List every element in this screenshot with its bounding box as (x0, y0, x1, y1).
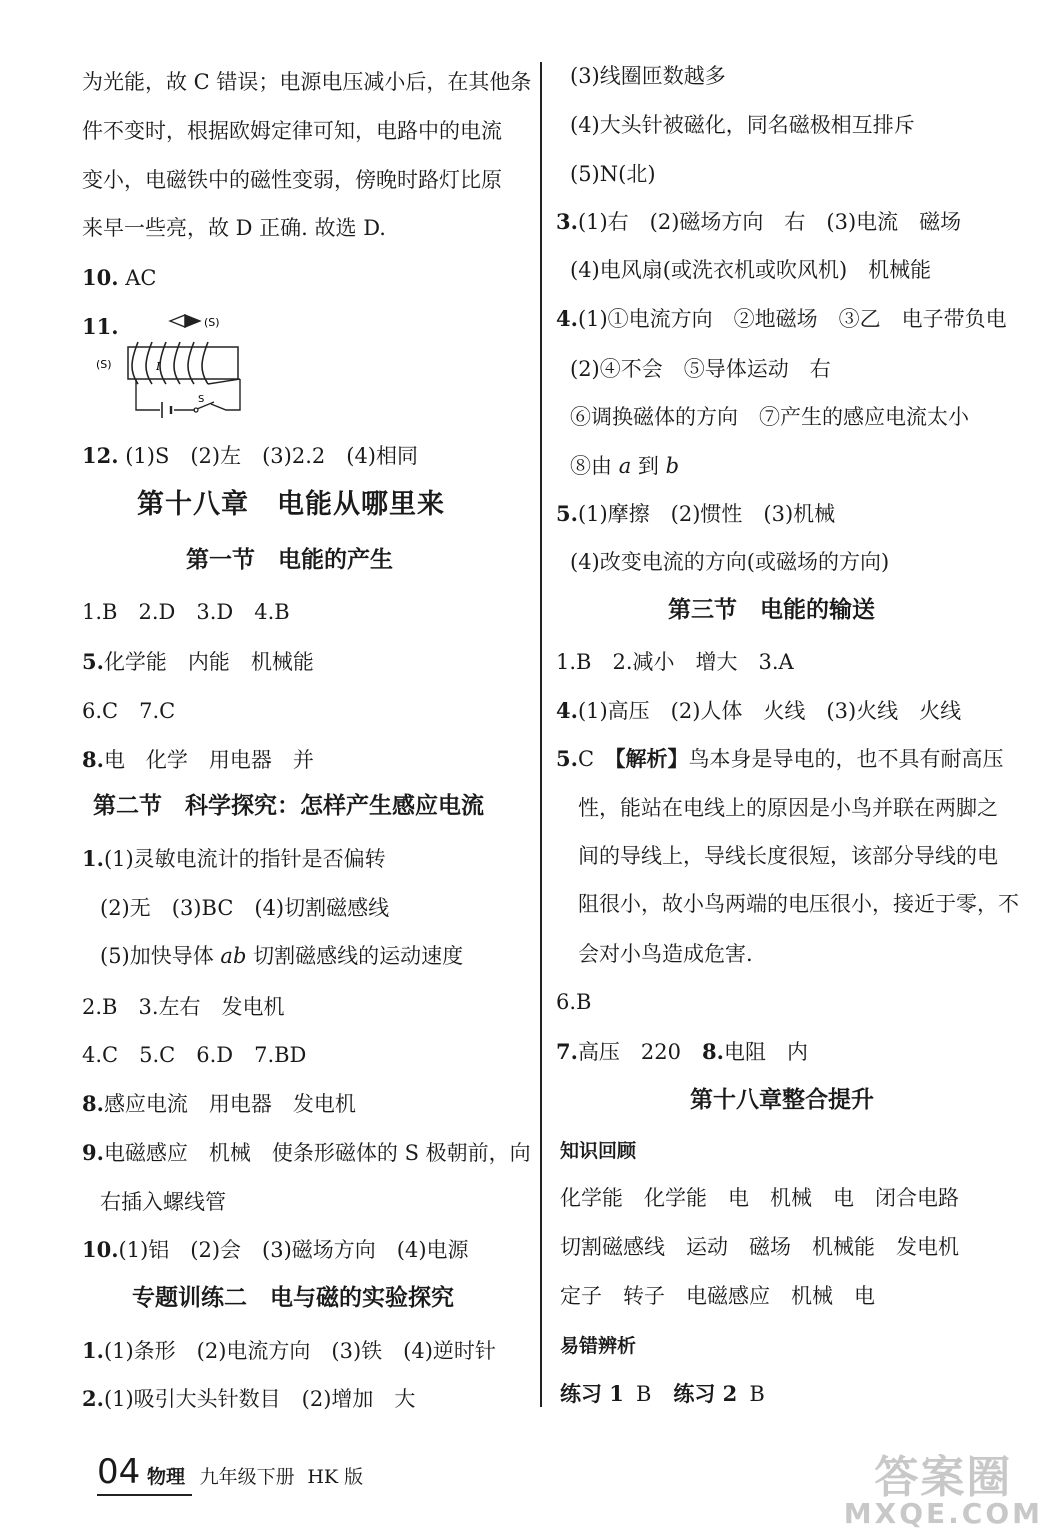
coil-end-label: (S) (96, 358, 112, 371)
q9-continuation-line-3: 变小，电磁铁中的磁性变弱，傍晚时路灯比原 (82, 168, 502, 192)
topic-q4-d (570, 452, 679, 480)
question-number: 1. (82, 846, 104, 871)
section-1-line-4 (82, 746, 314, 774)
section-2-q9-b: 右插入螺线管 (100, 1190, 226, 1214)
topic-q3 (556, 208, 961, 236)
answer-text: 电阻 内 (723, 1040, 808, 1064)
question-number: 3. (556, 209, 578, 234)
topic-q4-b: (2)④不会 ⑤导体运动 右 (570, 357, 831, 381)
section-1-line-3: 6.C 7.C (82, 699, 176, 723)
section-1-line-2 (82, 648, 314, 676)
answer-choice: C (577, 747, 595, 771)
current-label: I (156, 360, 161, 373)
section-2-q1-b: (2)无 (3)BC (4)切割磁感线 (100, 896, 390, 920)
topic-q2-part4: (4)大头针被磁化，同名磁极相互排斥 (570, 113, 915, 137)
q9-continuation-line-2: 件不变时，根据欧姆定律可知，电路中的电流 (82, 119, 502, 143)
section-2-q10 (82, 1236, 469, 1264)
text: ⑧由 (570, 454, 619, 478)
question-number: 8. (82, 747, 104, 772)
switch-label: S (198, 394, 205, 405)
question-number: 12. (82, 443, 119, 468)
chapter-title: 第十八章 电能从哪里来 (137, 489, 445, 520)
topic-q4 (556, 305, 1007, 333)
section-2-q4: 4.C 5.C 6.D 7.BD (82, 1043, 307, 1067)
section-3-line-1: 1.B 2.减小 增大 3.A (556, 650, 794, 674)
topic-q1 (82, 1337, 496, 1365)
section-1-title: 第一节 电能的产生 (186, 546, 393, 573)
topic-q2-part5: (5)N(北) (570, 162, 656, 186)
question-number: 8. (82, 1091, 104, 1116)
question-number: 10. (82, 265, 119, 290)
knowledge-review-title: 知识回顾 (560, 1140, 637, 1162)
q9-continuation-line-1: 为光能，故 C 错误；电源电压减小后，在其他条 (82, 70, 532, 94)
footer-underline (97, 1494, 192, 1496)
section-3-line-2 (556, 697, 961, 725)
answer-text: 化学能 内能 机械能 (103, 650, 314, 674)
exercise-answer: B (635, 1382, 652, 1406)
analysis-text: 鸟本身是导电的，也不具有耐高压 (688, 747, 1004, 771)
section-3-line-9 (556, 1038, 808, 1066)
text: (5)加快导体 (100, 944, 221, 968)
topic-training-title: 专题训练二 电与磁的实验探究 (132, 1284, 454, 1311)
answer-text: 电磁感应 机械 使条形磁体的 S 极朝前，向 (103, 1141, 531, 1165)
question-number: 9. (82, 1140, 104, 1165)
section-3-line-6: 阻很小，故小鸟两端的电压很小，接近于零，不 (578, 892, 1019, 916)
answer-text: (1)条形 (2)电流方向 (3)铁 (4)逆时针 (103, 1339, 496, 1363)
answer-text: (1)灵敏电流计的指针是否偏转 (103, 847, 386, 871)
section-3-line-4: 性，能站在电线上的原因是小鸟并联在两脚之 (578, 796, 998, 820)
exercise-answer: B (749, 1382, 765, 1406)
italic-var: a (618, 454, 632, 478)
question-number: 7. (556, 1039, 578, 1064)
topic-q3-b: (4)电风扇(或洗衣机或吹风机) 机械能 (570, 258, 932, 282)
column-divider (540, 62, 542, 1407)
watermark-text: 答案圈 (874, 1452, 1013, 1503)
text: 切割磁感线的运动速度 (246, 944, 464, 968)
question-number: 2. (82, 1386, 104, 1411)
answer-text: (1)①电流方向 ②地磁场 ③乙 电子带负电 (577, 307, 1007, 331)
answer-text: (1)S (2)左 (3)2.2 (4)相同 (125, 444, 419, 468)
needle-label: (S) (204, 316, 220, 329)
chapter-summary-title: 第十八章整合提升 (690, 1086, 874, 1113)
footer-grade: 九年级下册 (199, 1466, 295, 1488)
answer-text: (1)摩擦 (2)惯性 (3)机械 (577, 502, 836, 526)
question-number: 5. (82, 649, 104, 674)
question-number: 10. (82, 1237, 119, 1262)
page-footer (97, 1452, 364, 1492)
q9-continuation-line-4: 来早一些亮，故 D 正确. 故选 D. (82, 216, 386, 240)
exercise-label: 练习 2 (673, 1381, 738, 1406)
topic-q5-b: (4)改变电流的方向(或磁场的方向) (570, 550, 890, 574)
topic-q2 (82, 1385, 415, 1413)
section-1-line-1: 1.B 2.D 3.D 4.B (82, 600, 290, 624)
knowledge-review-line-3: 定子 转子 电磁感应 机械 电 (560, 1284, 875, 1308)
answer-text: (1)高压 (2)人体 火线 (3)火线 火线 (577, 699, 962, 723)
answer-text: 感应电流 用电器 发电机 (103, 1092, 356, 1116)
section-3-line-3 (556, 745, 1004, 773)
watermark-logo (843, 1452, 1043, 1530)
footer-edition: HK 版 (307, 1466, 364, 1488)
answer-text: (1)吸引大头针数目 (2)增加 大 (103, 1387, 416, 1411)
page-number: 04 (97, 1452, 141, 1492)
question-number-11: 11. (82, 314, 119, 339)
question-number: 1. (82, 1338, 104, 1363)
section-2-q1 (82, 845, 386, 873)
question-number: 4. (556, 306, 578, 331)
section-2-q8 (82, 1090, 356, 1118)
answer-text: (1)铝 (2)会 (3)磁场方向 (4)电源 (118, 1238, 469, 1262)
answer-text: AC (125, 266, 157, 290)
exercise-label: 练习 1 (560, 1381, 624, 1406)
error-analysis-title: 易错辨析 (560, 1335, 637, 1357)
analysis-tag: 【解析】 (615, 746, 689, 771)
question-number: 5. (556, 746, 578, 771)
section-2-q1-c (100, 942, 463, 970)
section-2-title: 第二节 科学探究：怎样产生感应电流 (93, 792, 484, 819)
section-3-title: 第三节 电能的输送 (668, 596, 875, 623)
answer-text: 电 化学 用电器 并 (103, 748, 314, 772)
section-3-line-7: 会对小鸟造成危害. (578, 942, 753, 966)
section-2-q9 (82, 1139, 531, 1167)
answer-12 (82, 442, 418, 470)
watermark-domain: MXQE.COM (843, 1497, 1043, 1530)
topic-q4-c: ⑥调换磁体的方向 ⑦产生的感应电流太小 (570, 405, 969, 429)
answer-text: 高压 220 (577, 1040, 703, 1064)
section-2-q2: 2.B 3.左右 发电机 (82, 995, 285, 1019)
topic-q5 (556, 500, 835, 528)
question-number: 8. (702, 1039, 724, 1064)
footer-subject: 物理 (146, 1466, 185, 1488)
error-analysis-line-1 (560, 1380, 765, 1408)
section-3-line-5: 间的导线上，导线长度很短，该部分导线的电 (578, 844, 998, 868)
knowledge-review-line-2: 切割磁感线 运动 磁场 机械能 发电机 (560, 1235, 959, 1259)
section-3-line-8: 6.B (556, 990, 592, 1014)
answer-10 (82, 264, 156, 292)
knowledge-review-line-1: 化学能 化学能 电 机械 电 闭合电路 (560, 1186, 959, 1210)
text: 到 (631, 454, 666, 478)
topic-q2-part3: (3)线圈匝数越多 (570, 64, 726, 88)
question-number: 4. (556, 698, 578, 723)
question-number: 5. (556, 501, 578, 526)
italic-var: b (665, 454, 680, 478)
answer-text: (1)右 (2)磁场方向 右 (3)电流 磁场 (577, 210, 962, 234)
italic-var: ab (220, 944, 247, 968)
solenoid-circuit-diagram (92, 312, 252, 422)
